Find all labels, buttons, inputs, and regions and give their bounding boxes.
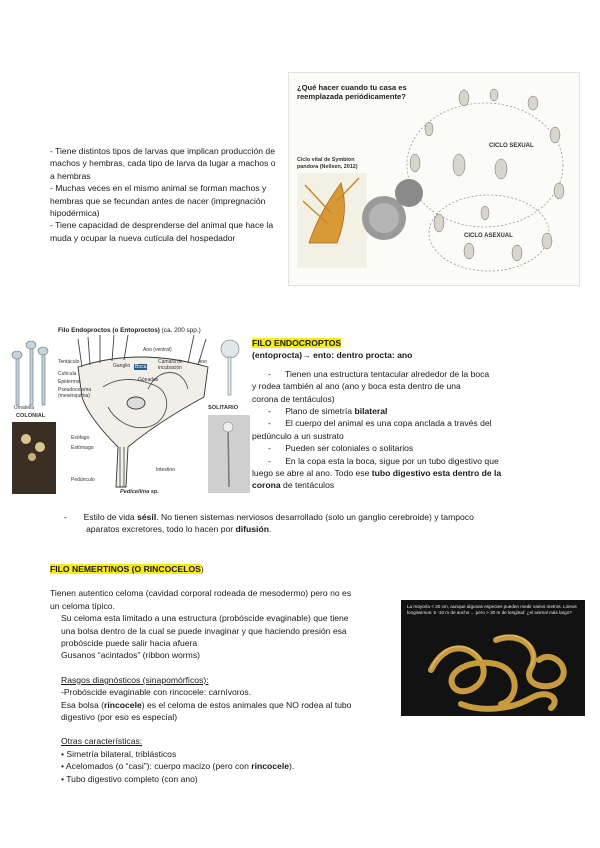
larva-sketch — [490, 89, 498, 101]
figure-title-note: (ca. 200 spp.) — [161, 327, 201, 334]
endoprocta-item-5: - En la copa esta la boca, sigue por un tubo digestivo que — [268, 455, 499, 466]
larva-sketch — [554, 183, 564, 199]
label-pseudoceloma: Pseudoceloma (mesénquima) — [58, 387, 92, 399]
item6-end: . — [268, 524, 272, 535]
nemertinos-heading-close: ) — [200, 564, 204, 574]
nemertinos-heading-text: FILO NEMERTINOS (O RINCOCELOS — [50, 564, 201, 574]
item6-bold-1: sésil — [137, 512, 157, 522]
figure-title-main: Filo Endoproctos (o Entoproctos) — [58, 327, 160, 334]
symbion-bullet-1: - Tiene distintos tipos de larvas que implican producción de machos y hembras, cada tipo de larva da lugar a machos o a hembras — [50, 146, 276, 181]
larva-sketch — [425, 122, 433, 136]
item4-text: Pueden ser coloniales o solitarios — [285, 443, 414, 454]
item5-b-bold: tubo digestivo esta dentro de la — [371, 468, 502, 479]
endoprocta-figure — [8, 327, 253, 499]
nemertean-photo — [401, 600, 585, 716]
label-estomago: Estómago — [71, 445, 94, 451]
label-ganglio: Ganglio — [113, 363, 131, 369]
item6-line-1: - Estilo de vida sésil. No tienen sistemas nerviosos desarrollado (solo un ganglio cerebroide) y tampoco — [64, 512, 474, 522]
endoprocta-subheading-post: ento: dentro procta: ano — [310, 350, 413, 361]
larva-sketch — [542, 233, 552, 249]
item5-c-bold: corona — [252, 480, 281, 491]
label-epidermis: Epidermis — [58, 379, 81, 385]
label-tentaculo: Tentáculo — [58, 359, 80, 365]
endoprocta-item-4: - Pueden ser coloniales o solitarios — [268, 443, 414, 454]
desc-line-b: una bolsa dentro de la cual se puede invaginar y que haciendo presión esa — [61, 625, 347, 636]
item1-line-b: y rodea también al ano (ano y boca esta dentro de una — [252, 381, 461, 392]
endoprocta-item-3: - El cuerpo del animal es una copa anclada a través del — [268, 418, 492, 429]
nemertinos-text — [50, 563, 400, 785]
otras-2 — [61, 760, 400, 772]
endoprocta-subheading — [252, 349, 555, 361]
label-urnatella: Urnatella — [14, 405, 35, 411]
symbion-bullet-3: - Tiene capacidad de desprenderse del animal que hace la muda y ocupar la nueva cutícula del hospedador — [50, 220, 274, 243]
item1-line-a: Tienen una estructura tentacular alrededor de la boca — [285, 368, 490, 379]
label-camara: Cámara de incubación — [158, 359, 183, 371]
figure-question: ¿Qué hacer cuando tu casa es reemplazada periódicamente? — [297, 83, 407, 101]
item6-line2-pre: aparatos excretores, todo lo hacen por — [86, 524, 236, 535]
symbion-cycle-drawing — [289, 73, 579, 285]
item6-bold-2: difusión — [235, 524, 269, 535]
rasgo-2-line-2: digestivo (por eso es especial) — [61, 712, 178, 723]
item6-mid: . No tienen sistemas nerviosos desarrollado (solo un ganglio cerebroide) y tampoco — [156, 512, 474, 522]
label-ano: Ano — [198, 359, 207, 365]
rasgo2-post: ) es el celoma de estos animales que NO rodea al tubo — [141, 699, 352, 710]
otras-1: • Simetría bilateral, triblásticos — [61, 748, 177, 759]
symbion-lifecycle-figure — [288, 72, 580, 286]
label-gonadas: Gónadas — [138, 377, 159, 383]
rasgo-1: -Probóscide evaginable con rincocele: carnívoros. — [61, 687, 252, 698]
label-solitario: SOLITARIO — [208, 405, 239, 411]
otras2-post: ). — [289, 761, 295, 772]
intro-line-a: Tienen autentico celoma (cavidad corporal rodeada de mesodermo) pero no es — [50, 588, 352, 599]
label-intestino: Intestino — [156, 467, 175, 473]
rasgo2-bold: rincocele — [104, 699, 142, 710]
sem-photo-2 — [395, 179, 423, 207]
item3-line-b: pedúnculo a un sustrato — [252, 430, 344, 441]
larva-sketch — [464, 243, 474, 259]
worm-drawing — [401, 600, 585, 716]
larva-sketch — [434, 214, 444, 232]
item1-line-c: corona de tentáculos) — [252, 393, 335, 404]
nemertean-photo-caption: La mayoría < 20 cm, aunque algunas especies pueden medir varios metros. Lineus longissimus: 5 -10 m de ancho ... pero > 30 m de longitud: ¿el animal más largo? — [407, 604, 577, 615]
endoprocta-body-diagram — [78, 335, 208, 487]
item3-line-a: El cuerpo del animal es una copa anclada a través del — [285, 418, 492, 429]
label-ano-ventral: Ano (ventral) — [143, 347, 172, 353]
item5-b-pre: luego se abre al ano. Todo ese — [252, 468, 372, 479]
larva-sketch — [512, 245, 522, 261]
endoprocta-item-2: - Plano de simetría bilateral — [268, 406, 388, 417]
label-species: Pedicellina sp. — [120, 489, 159, 495]
cycle-sexual-label: CICLO SEXUAL — [489, 143, 534, 149]
item2-pre: Plano de simetría — [285, 406, 355, 417]
larva-sketch — [495, 159, 507, 179]
item2-bold: bilateral — [354, 406, 388, 417]
label-pedunculo: Pedúnculo — [71, 477, 95, 483]
larva-sketch — [550, 127, 560, 143]
desc-line-c: probóscide puede salir hacia afuera — [61, 638, 198, 649]
endoprocta-heading-text: FILO ENDOCROPTOS — [252, 338, 342, 348]
endoprocta-heading — [252, 337, 555, 349]
desc-line-d: Gusanos “acintados” (ribbon worms) — [61, 650, 200, 661]
arrow-icon: → — [302, 350, 311, 361]
larva-sketch — [459, 90, 469, 106]
symbion-bullet-2: - Muchas veces en el mismo animal se forman machos y hembras que se fecundan antes de nacer (impregnación hipodérmica) — [50, 183, 267, 219]
otras-title: Otras características: — [61, 736, 143, 747]
item5-c-post: de tentáculos — [280, 480, 335, 491]
item6-pre: Estilo de vida — [83, 512, 138, 522]
larva-sketch — [410, 154, 420, 172]
otras-3: • Tubo digestivo completo (con ano) — [61, 773, 198, 784]
label-esofago: Esófago — [71, 435, 90, 441]
otras2-pre: • Acelomados (o “casi”): cuerpo macizo (pero con — [61, 761, 252, 772]
item5-line-a: En la copa esta la boca, sigue por un tubo digestivo que — [285, 455, 499, 466]
nemertinos-heading — [50, 563, 400, 575]
rasgo-2 — [61, 699, 400, 711]
endoprocta-item-1: - Tienen una estructura tentacular alrededor de la boca — [268, 368, 490, 379]
item5-line-c — [252, 479, 555, 491]
solitary-sketch — [221, 340, 239, 395]
label-cuticula: Cutícula — [58, 371, 77, 377]
label-colonial: COLONIAL — [16, 413, 46, 419]
otras2-bold: rincocele — [251, 761, 289, 772]
desc-block — [50, 612, 400, 785]
larva-sketch — [528, 96, 538, 110]
label-boca: Boca — [135, 364, 147, 370]
figure-caption: Ciclo vital de Symbion pandora (Neilsen, 2012) — [297, 157, 358, 170]
item5-line-b — [252, 467, 555, 479]
item6-line-2 — [64, 523, 574, 535]
symbion-bullets — [50, 145, 282, 244]
desc-line-a: Su celoma esta limitado a una estructura (probóscide evaginable) que tiene — [61, 613, 349, 624]
larva-sketch — [453, 154, 465, 176]
endoprocta-text — [252, 337, 555, 492]
colonial-sketch — [12, 341, 48, 405]
rasgo2-pre: Esa bolsa ( — [61, 699, 104, 710]
larva-sketch — [481, 206, 489, 220]
endoprocta-item-6 — [64, 511, 574, 536]
rasgos-title: Rasgos diagnósticos (sinapomórficos): — [61, 674, 209, 685]
intro-line-b: un celoma típico. — [50, 600, 115, 611]
cycle-asexual-label: CICLO ASEXUAL — [464, 233, 513, 239]
endoprocta-subheading-pre: (entoprocta) — [252, 350, 303, 361]
